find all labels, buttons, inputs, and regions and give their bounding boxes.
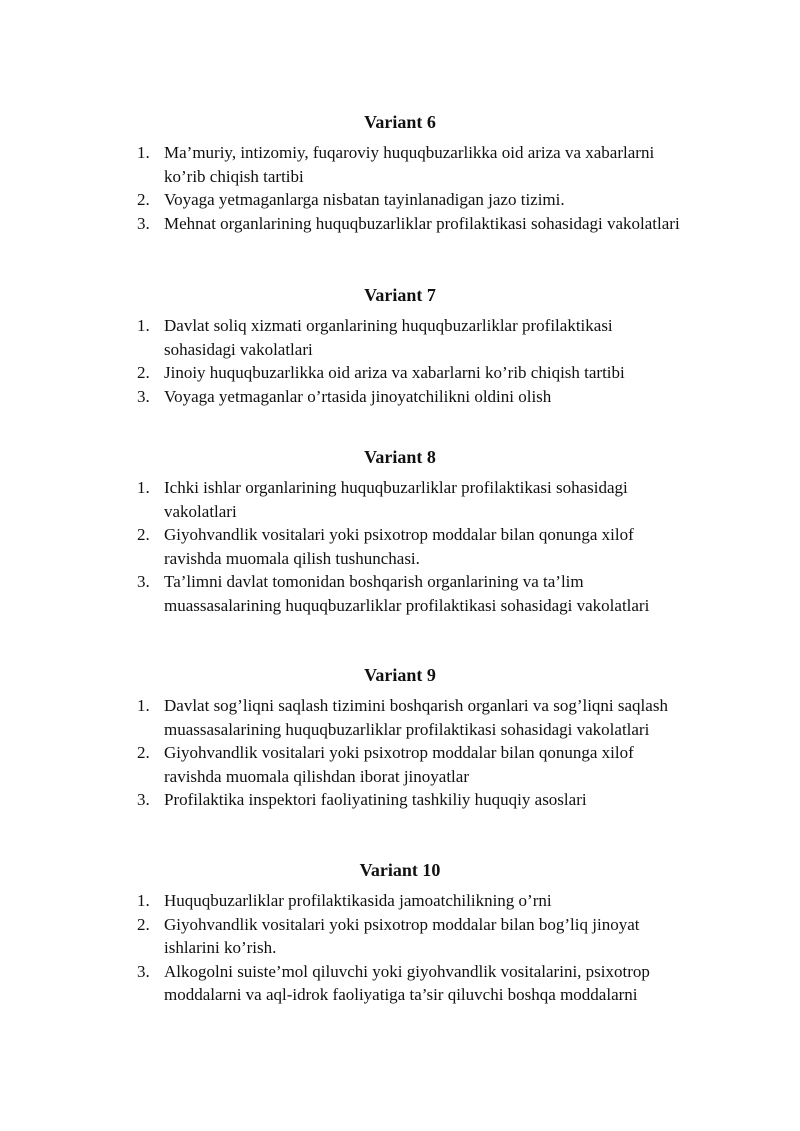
item-text-line: Jinoiy huquqbuzarlikka oid ariza va xabarlarni ko’rib chiqish tartibi [164, 363, 625, 382]
list-item [137, 314, 737, 361]
item-text-line: Voyaga yetmaganlarga nisbatan tayinlanadigan jazo tizimi. [164, 190, 565, 209]
list-item [137, 385, 737, 409]
item-number: 2. [137, 743, 150, 762]
list-item [137, 741, 737, 788]
item-text-line: Ta’limni davlat tomonidan boshqarish organlarining va ta’lim [164, 572, 584, 591]
variant-title: Variant 7 [364, 285, 436, 305]
item-text-line: Giyohvandlik vositalari yoki psixotrop moddalar bilan qonunga xilof [164, 525, 634, 544]
item-text-line: ishlarini ko’rish. [164, 938, 277, 957]
list-item [137, 212, 737, 236]
item-text-line: ravishda muomala qilish tushunchasi. [164, 548, 420, 568]
variant-title: Variant 9 [364, 665, 436, 685]
list-item [137, 188, 737, 212]
variant-title: Variant 6 [364, 112, 436, 132]
list-item [137, 913, 737, 960]
variant-section [0, 446, 800, 617]
item-number: 1. [137, 143, 150, 162]
list-item [137, 788, 737, 812]
item-number: 3. [137, 790, 150, 809]
variant-section [0, 664, 800, 812]
list-item [137, 523, 737, 570]
item-text-line: Giyohvandlik vositalari yoki psixotrop moddalar bilan qonunga xilof [164, 743, 634, 762]
item-number: 2. [137, 525, 150, 544]
item-text-line: Giyohvandlik vositalari yoki psixotrop moddalar bilan bog’liq jinoyat [164, 914, 640, 934]
item-text-line: Davlat sog’liqni saqlash tizimini boshqarish organlari va sog’liqni saqlash [164, 696, 668, 715]
item-number: 1. [137, 696, 150, 715]
list-item [137, 141, 737, 188]
item-text-line: Profilaktika inspektori faoliyatining tashkiliy huquqiy asoslari [164, 790, 587, 809]
list-item [137, 570, 737, 617]
variant-section [0, 859, 800, 1007]
list-item [137, 361, 737, 385]
item-number: 1. [137, 316, 150, 335]
list-item [137, 476, 737, 523]
question-list [137, 314, 737, 408]
item-text-line: ko’rib chiqish tartibi [164, 166, 304, 186]
item-text-line: Ichki ishlar organlarining huquqbuzarliklar profilaktikasi sohasidagi [164, 478, 628, 497]
question-list [137, 476, 737, 617]
item-text-line: muassasalarining huquqbuzarliklar profilaktikasi sohasidagi vakolatlari [164, 719, 650, 739]
item-number: 1. [137, 478, 150, 497]
item-text-line: Mehnat organlarining huquqbuzarliklar profilaktikasi sohasidagi vakolatlari [164, 213, 680, 233]
question-list [137, 141, 737, 235]
item-number: 1. [137, 891, 150, 910]
list-item [137, 889, 737, 913]
variant-section [0, 111, 800, 235]
item-number: 2. [137, 914, 150, 934]
item-text-line: vakolatlari [164, 501, 237, 521]
item-number: 3. [137, 572, 150, 591]
item-number: 3. [137, 213, 150, 233]
item-number: 2. [137, 190, 150, 209]
question-list [137, 889, 737, 1007]
question-list [137, 694, 737, 812]
item-text-line: sohasidagi vakolatlari [164, 339, 313, 359]
item-number: 3. [137, 386, 150, 406]
item-text-line: Ma’muriy, intizomiy, fuqaroviy huquqbuzarlikka oid ariza va xabarlarni [164, 143, 655, 162]
item-text-line: moddalarni va aql-idrok faoliyatiga ta’sir qiluvchi boshqa moddalarni [164, 985, 638, 1004]
item-text-line: Davlat soliq xizmati organlarining huquqbuzarliklar profilaktikasi [164, 316, 613, 335]
list-item [137, 960, 737, 1007]
item-text-line: Voyaga yetmaganlar o’rtasida jinoyatchilikni oldini olish [164, 386, 552, 406]
item-text-line: Huquqbuzarliklar profilaktikasida jamoatchilikning o’rni [164, 891, 552, 910]
item-text-line: Alkogolni suiste’mol qiluvchi yoki giyohvandlik vositalarini, psixotrop [164, 961, 650, 981]
item-number: 2. [137, 363, 150, 382]
variant-title: Variant 8 [364, 447, 436, 467]
variant-title: Variant 10 [359, 860, 441, 880]
variant-section [0, 284, 800, 408]
item-text-line: muassasalarining huquqbuzarliklar profilaktikasi sohasidagi vakolatlari [164, 595, 650, 615]
item-number: 3. [137, 961, 150, 981]
item-text-line: ravishda muomala qilishdan iborat jinoyatlar [164, 766, 469, 786]
list-item [137, 694, 737, 741]
